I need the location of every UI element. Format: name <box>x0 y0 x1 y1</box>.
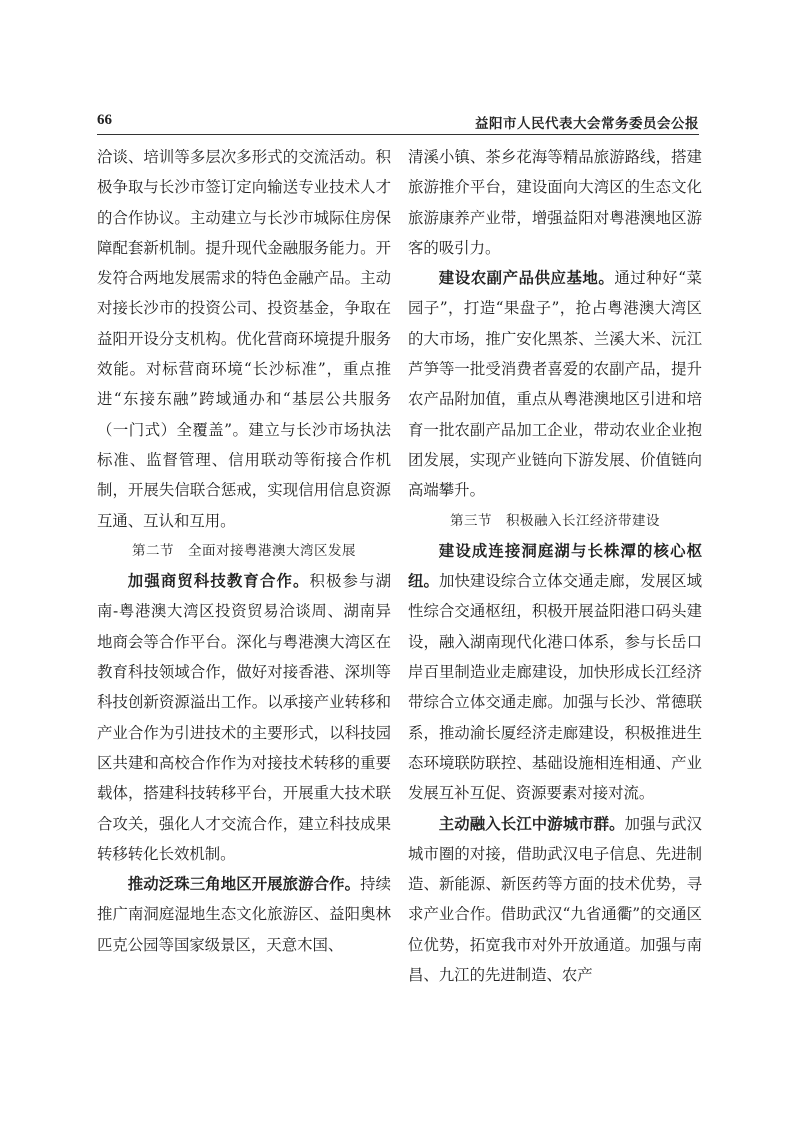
page-header <box>97 104 699 135</box>
section-heading: 第二节 全面对接粤港澳大湾区发展 <box>132 542 356 559</box>
paragraph-body: 积极参与湖南-粤港澳大湾区投资贸易洽谈周、湖南异地商会等合作平台。深化与粤港澳大湾区在教育科技领域合作，做好对接香港、深圳等科技创新资源溢出工作。以承接产业转移和产业合作为引进技术的主要形式，以科技园区共建和高校合作作为对接技术转移的重要载体，搭建科技转移平台，开展重大技术联合攻关，强化人才交流合作，建立科技成果转移转化长效机制。 <box>97 572 391 863</box>
paragraph: 洽谈、培训等多层次多形式的交流活动。积极争取与长沙市签订定向输送专业技术人才的合作协议。主动建立与长沙市城际住房保障配套新机制。提升现代金融服务能力。开发符合两地发展需求的特色金融产品。主动对接长沙市的投资公司、投资基金，争取在益阳开设分支机构。优化营商环境提升服务效能。对标营商环境“长沙标准”，重点推进“东接东融”跨域通办和“基层公共服务（一门式）全覆盖”。建立与长沙市场执法标准、监督管理、信用联动等衔接合作机制，开展失信联合惩戒，实现信用信息资源互通、互认和互用。 <box>97 148 391 530</box>
right-column <box>408 142 702 990</box>
paragraph-lead: 主动融入长江中游城市群。 <box>438 814 625 833</box>
paragraph <box>408 809 702 991</box>
paragraph-body: 持续推广南洞庭湿地生态文化旅游区、益阳奥林匹克公园等国家级景区，天意木国、 <box>97 875 391 954</box>
paragraph: 清溪小镇、茶乡花海等精品旅游路线，搭建旅游推介平台，建设面向大湾区的生态文化旅游康养产业带，增强益阳对粤港澳地区游客的吸引力。 <box>408 148 702 257</box>
paragraph <box>408 536 702 809</box>
section-heading: 第三节 积极融入长江经济带建设 <box>450 512 660 529</box>
paragraph-body: 通过种好“菜园子”，打造“果盘子”，抢占粤港澳大湾区的大市场，推广安化黑茶、兰溪大米、沅江芦笋等一批受消费者喜爱的农副产品，提升农产品附加值，重点从粤港澳地区引进和培育一批农副产品加工企业，带动农业企业抱团发展，实现产业链向下游发展、价值链向高端攀升。 <box>408 269 702 500</box>
paragraph-lead: 建设农副产品供应基地。 <box>438 269 615 288</box>
paragraph-lead: 建设成连接洞庭湖与长株潭的核心枢纽。 <box>408 541 702 591</box>
paragraph <box>408 263 702 505</box>
paragraph-lead: 推动泛珠三角地区开展旅游合作。 <box>127 875 361 894</box>
paragraph <box>97 869 391 960</box>
paragraph-body: 加强与武汉城市圈的对接，借助武汉电子信息、先进制造、新能源、新医药等方面的技术优势，寻求产业合作。借助武汉“九省通衢”的交通区位优势，拓宽我市对外开放通道。加强与南昌、九江的先进制造、农产 <box>408 814 702 985</box>
paragraph <box>97 566 391 869</box>
paragraph-lead: 加强商贸科技教育合作。 <box>127 572 310 591</box>
paragraph-body: 加快建设综合立体交通走廊，发展区域性综合交通枢纽，积极开展益阳港口码头建设，融入湖南现代化港口体系，参与长岳口岸百里制造业走廊建设，加快形成长江经济带综合立体交通走廊。加强与长沙、常德联系，推动渝长厦经济走廊建设，积极推进生态环境联防联控、基础设施相连相通、产业发展互补互促、资源要素对接对流。 <box>408 572 702 803</box>
journal-title: 益阳市人民代表大会常务委员会公报 <box>475 116 699 132</box>
left-column <box>97 142 391 960</box>
page-number: 66 <box>97 112 112 128</box>
